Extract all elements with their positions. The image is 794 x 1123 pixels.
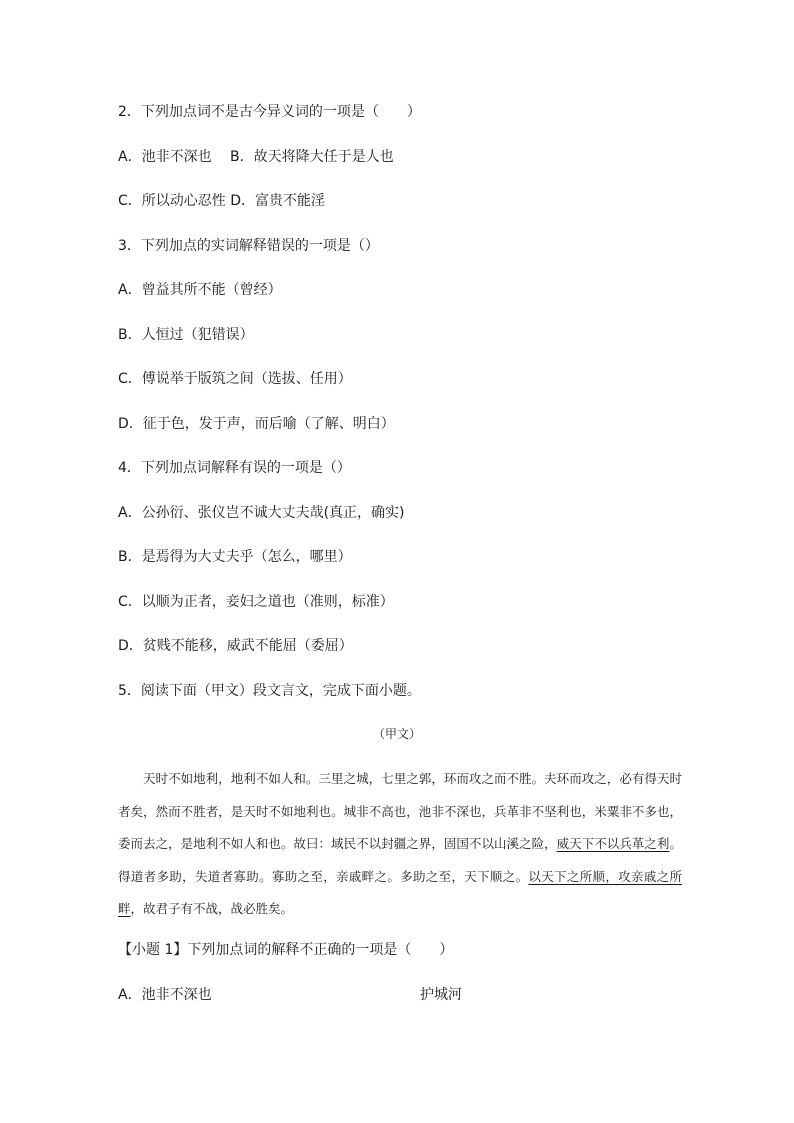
subquestion-1-option-a-gloss: 护城河 xyxy=(420,987,462,1003)
question-2-stem: 2．下列加点词不是古今异义词的一项是（ ） xyxy=(118,104,421,120)
question-3-option-c: C．傅说举于版筑之间（选拔、任用） xyxy=(118,371,352,387)
question-4-option-b: B．是焉得为大丈夫乎（怎么，哪里） xyxy=(118,549,352,565)
passage-segment: ，故君子有不战，战必胜矣。 xyxy=(130,901,294,916)
passage-underlined-phrase: 以天下之所顺，攻亲戚之所畔 xyxy=(118,868,682,916)
subquestion-1-option-a: A．池非不深也 xyxy=(118,987,212,1003)
question-2-options-ab: A．池非不深也 B．故天将降大任于是人也 xyxy=(118,149,394,165)
passage-underlined-phrase: 威天下不以兵革之利 xyxy=(556,836,670,851)
question-4-option-a: A．公孙衍、张仪岂不诚大丈夫哉(真正，确实) xyxy=(118,505,405,521)
question-4-option-c: C．以顺为正者，妾妇之道也（准则，标准） xyxy=(118,594,394,610)
question-3-option-b: B．人恒过（犯错误） xyxy=(118,327,254,343)
question-4-stem: 4．下列加点词解释有误的一项是（） xyxy=(118,460,351,476)
question-2-options-cd: C．所以动心忍性 D．富贵不能淫 xyxy=(118,193,326,209)
question-4-option-d: D．贫贱不能移，威武不能屈（委屈） xyxy=(118,638,353,654)
question-3-option-d: D．征于色，发于声，而后喻（了解、明白） xyxy=(118,416,395,432)
passage-segment: 天时不如地利，地利不如人和。三里之城，七里之郭，环而攻之而不胜。夫环而攻之，必有得天时者矣，然而不胜者，是天时不如地利也。城非不高也，池非不深也，兵革非不坚利也，米粟非不多也，委而去之，是地利不如人和也。故曰：域民不以封疆之界，固国不以山溪之险， xyxy=(118,771,682,851)
question-3-option-a: A．曾益其所不能（曾经） xyxy=(118,282,282,298)
subquestion-1-stem: 【小题 1】下列加点词的解释不正确的一项是（ ） xyxy=(118,942,454,958)
question-3-stem: 3．下列加点的实词解释错误的一项是（） xyxy=(118,238,379,254)
passage-segment: 。得道者多助，失道者寡助。寡助之至，亲戚畔之。多助之至，天下顺之。 xyxy=(118,836,682,884)
question-5-stem: 5．阅读下面（甲文）段文言文，完成下面小题。 xyxy=(118,683,421,699)
passage-heading: （甲文） xyxy=(372,727,421,741)
classical-passage xyxy=(118,763,682,926)
